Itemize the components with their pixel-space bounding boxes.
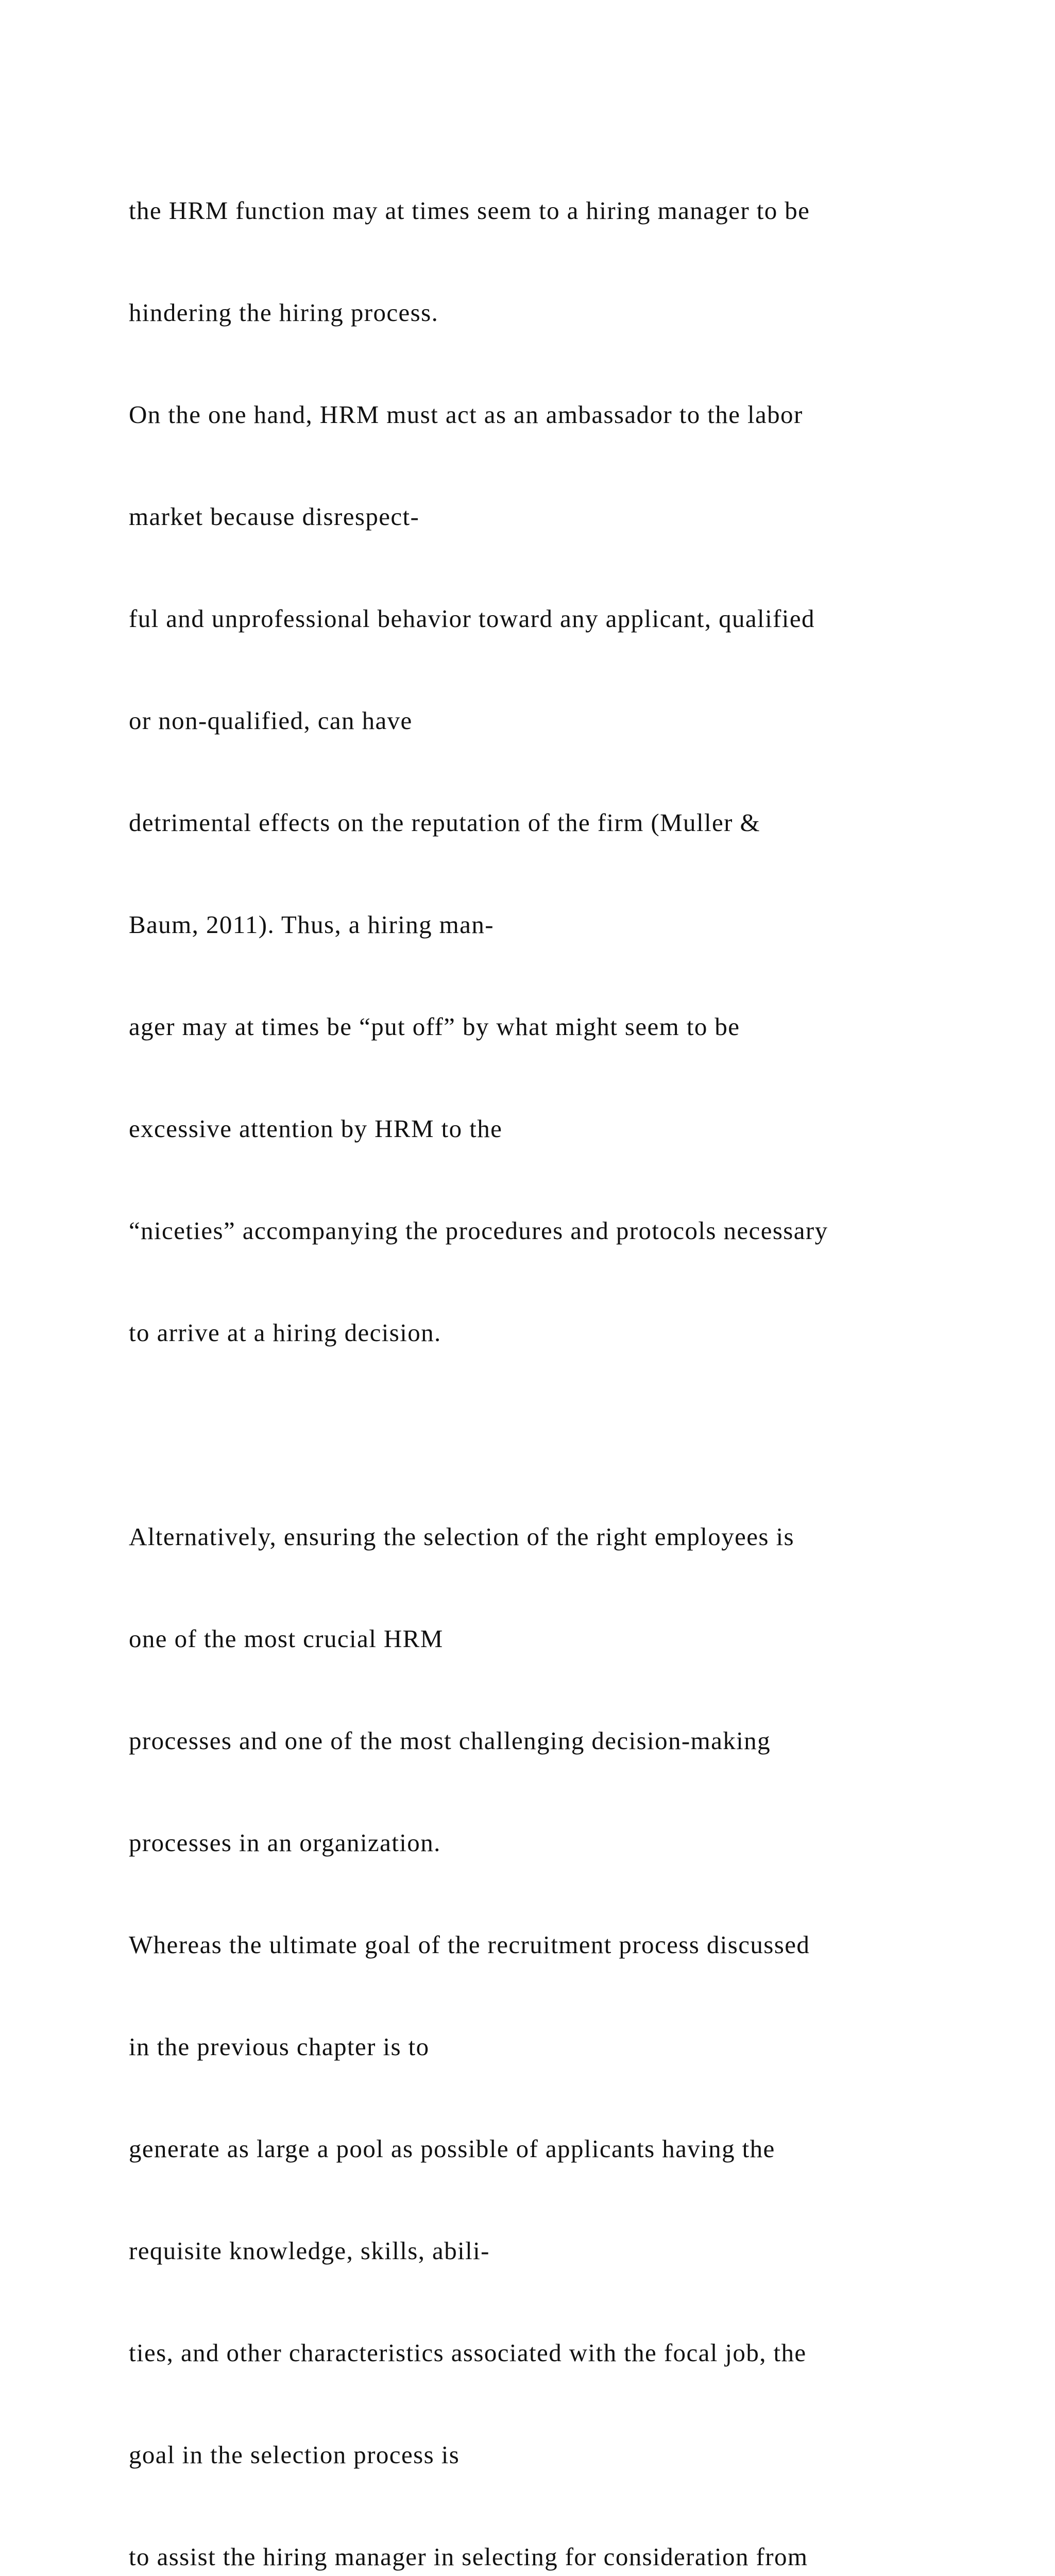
text-line: excessive attention by HRM to the	[129, 1114, 503, 1143]
text-line: hindering the hiring process.	[129, 298, 439, 327]
text-line: to assist the hiring manager in selecting for consideration from	[129, 2543, 808, 2571]
text-line: ager may at times be “put off” by what might seem to be	[129, 1012, 740, 1041]
blank-line	[129, 1418, 1015, 1452]
text-line: detrimental effects on the reputation of the firm (Muller &	[129, 808, 761, 837]
text-line: one of the most crucial HRM	[129, 1624, 444, 1653]
text-line: the HRM function may at times seem to a hiring manager to be	[129, 196, 810, 225]
text-line: or non-qualified, can have	[129, 706, 413, 735]
text-line: market because disrespect-	[129, 502, 420, 531]
text-line: On the one hand, HRM must act as an ambassador to the labor	[129, 400, 803, 429]
text-line: “niceties” accompanying the procedures and protocols necessary	[129, 1216, 828, 1245]
body-text	[129, 126, 1015, 2576]
text-line: in the previous chapter is to	[129, 2032, 430, 2061]
text-line: to arrive at a hiring decision.	[129, 1318, 441, 1347]
text-line: requisite knowledge, skills, abili-	[129, 2236, 490, 2265]
text-line: goal in the selection process is	[129, 2441, 460, 2469]
text-line: Alternatively, ensuring the selection of the right employees is	[129, 1522, 795, 1551]
text-line: Baum, 2011). Thus, a hiring man-	[129, 910, 494, 939]
text-line: ties, and other characteristics associated with the focal job, the	[129, 2338, 807, 2367]
text-line: processes and one of the most challenging decision-making	[129, 1726, 771, 1755]
text-line: generate as large a pool as possible of applicants having the	[129, 2134, 775, 2163]
text-line: ful and unprofessional behavior toward any applicant, qualified	[129, 604, 815, 633]
text-line: processes in an organization.	[129, 1828, 441, 1857]
text-line: Whereas the ultimate goal of the recruitment process discussed	[129, 1930, 810, 1959]
